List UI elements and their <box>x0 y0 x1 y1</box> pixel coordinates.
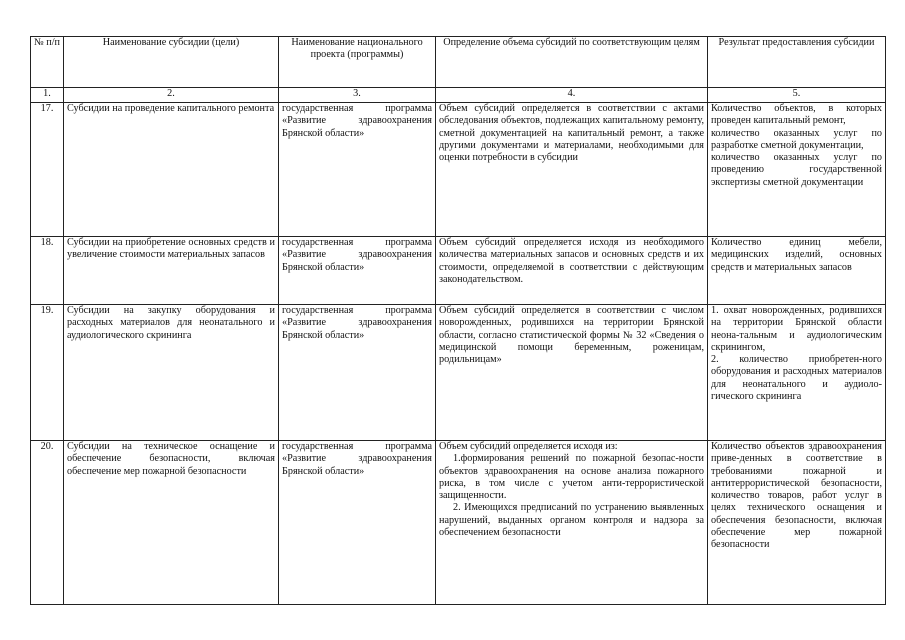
table-row <box>31 441 886 605</box>
program-name: государственная программа «Развитие здравоохранения Брянской области» <box>279 441 436 605</box>
row-number: 20. <box>31 441 64 605</box>
column-index-cell: 1. <box>31 88 64 103</box>
row-number: 19. <box>31 305 64 441</box>
header-cell-result: Результат предоставления субсидии <box>708 37 886 88</box>
subsidy-result <box>708 237 886 305</box>
result-text: 2. количество приобретен-ного оборудования и расходных материалов для неонатального и аудиоло-гического скрининга <box>711 354 882 403</box>
table-row <box>31 305 886 441</box>
volume-text: 2. Имеющихся предписаний по устранению выявленных нарушений, выданных органом контроля и надзора за обеспечением безопасности <box>439 502 704 539</box>
volume-definition <box>436 441 708 605</box>
subsidy-name: Субсидии на закупку оборудования и расходных материалов для неонатального и аудиологического скрининга <box>64 305 279 441</box>
column-index-cell: 5. <box>708 88 886 103</box>
subsidy-name: Субсидии на приобретение основных средств и увеличение стоимости материальных запасов <box>64 237 279 305</box>
volume-definition <box>436 305 708 441</box>
table-row <box>31 237 886 305</box>
volume-text: Объем субсидий определяется в соответствии с числом новорожденных, родившихся на территории Брянской области, согласно статистической формы № 32 «Сведения о медицинской помощи беременным, роженицам, родильницам» <box>439 305 704 366</box>
header-cell-number: № п/п <box>31 37 64 88</box>
result-text: количество оказанных услуг по проведению государственной экспертизы сметной документации <box>711 152 882 188</box>
row-number: 17. <box>31 103 64 237</box>
header-row <box>31 37 886 88</box>
header-cell-program: Наименование национального проекта (программы) <box>279 37 436 88</box>
column-index-row <box>31 88 886 103</box>
volume-text: Объем субсидий определяется исходя из: <box>439 441 618 452</box>
result-text: Количество единиц мебели, медицинских изделий, основных средств и материальных запасов <box>711 237 882 273</box>
volume-definition <box>436 237 708 305</box>
result-text: Количество объектов, в которых проведен капитальный ремонт, <box>711 103 882 127</box>
result-text: количество оказанных услуг по разработке сметной документации, <box>711 127 882 151</box>
program-name: государственная программа «Развитие здравоохранения Брянской области» <box>279 237 436 305</box>
subsidy-result <box>708 441 886 605</box>
program-name: государственная программа «Развитие здравоохранения Брянской области» <box>279 103 436 237</box>
column-index-cell: 4. <box>436 88 708 103</box>
table-row <box>31 103 886 237</box>
subsidies-table <box>30 36 886 605</box>
subsidy-result <box>708 103 886 237</box>
program-name: государственная программа «Развитие здравоохранения Брянской области» <box>279 305 436 441</box>
subsidy-name: Субсидии на проведение капитального ремонта <box>64 103 279 237</box>
result-text: Количество объектов здравоохранения приве-денных в соответствие в требованиями пожарной и антитеррористической безопасности, количество товаров, работ услуг в целях технического оснащения и обеспечения безопасности, включая обеспечение мер пожарной безопасности <box>711 441 882 551</box>
volume-text: Объем субсидий определяется в соответствии с актами обследования объектов, подлежащих капитальному ремонту, сметной документацией на капитальный ремонт, а также другими документами и материалами, необходимыми для оценки потребности в субсидии <box>439 103 704 164</box>
result-text: 1. охват новорожденных, родившихся на территории Брянской области неона-тальным и аудиологическим скринингом, <box>711 305 882 353</box>
header-cell-volume: Определение объема субсидий по соответствующим целям <box>436 37 708 88</box>
volume-text: 1.формирования решений по пожарной безопас-ности объектов здравоохранения на основе анализа пожарного риска, в том числе с учетом анти-террористической защищенности. <box>439 453 704 502</box>
column-index-cell: 3. <box>279 88 436 103</box>
subsidy-name: Субсидии на техническое оснащение и обеспечение безопасности, включая обеспечение мер пожарной безопасности <box>64 441 279 605</box>
volume-text: Объем субсидий определяется исходя из необходимого количества материальных запасов и основных средств и их стоимости, определяемой в соответствии с действующим законодательством. <box>439 237 704 285</box>
subsidy-result <box>708 305 886 441</box>
row-number: 18. <box>31 237 64 305</box>
header-cell-subsidy-name: Наименование субсидии (цели) <box>64 37 279 88</box>
volume-definition <box>436 103 708 237</box>
column-index-cell: 2. <box>64 88 279 103</box>
